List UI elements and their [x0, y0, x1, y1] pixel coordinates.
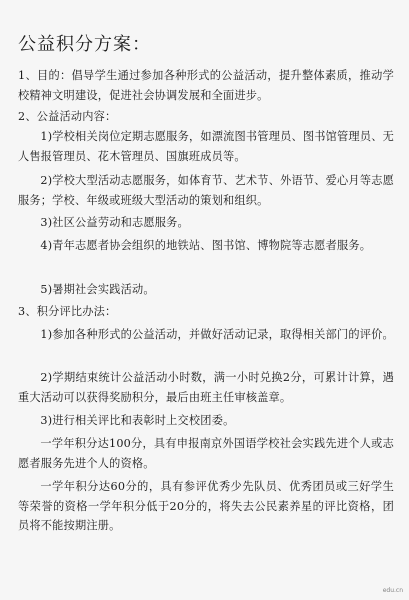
- paragraph-content-heading: 2、公益活动内容：: [18, 110, 117, 123]
- paragraph-item-5: 5)暑期社会实践活动。: [40, 283, 155, 296]
- paragraph-scoring-3: 3)进行相关评比和表彰时上交校团委。: [40, 414, 235, 427]
- paragraph-scoring-heading: 3、积分评比办法：: [18, 305, 117, 318]
- paragraph-item-3: 3)社区公益劳动和志愿服务。: [40, 216, 189, 229]
- document-title: 公益积分方案：: [18, 34, 151, 55]
- paragraph-scoring-2: 2)学期结束统计公益活动小时数，满一小时兑换2分，可累计计算，遇重大活动可以获得奖励积分，最后由班主任审核盖章。: [18, 371, 394, 404]
- paragraph-item-1: 1)学校相关岗位定期志愿服务，如漂流图书管理员、图书馆管理员、无人售报管理员、花木管理员、国旗班成员等。: [18, 130, 394, 163]
- paragraph-item-2: 2)学校大型活动志愿服务，如体育节、艺术节、外语节、爱心月等志愿服务；学校、年级或班级大型活动的策划和组织。: [18, 174, 394, 207]
- paragraph-100-points: 一学年积分达100分，具有申报南京外国语学校社会实践先进个人或志愿者服务先进个人的资格。: [18, 437, 394, 470]
- paragraph-purpose: 1、目的：倡导学生通过参加各种形式的公益活动，提升整体素质，推动学校精神文明建设，促进社会协调发展和全面进步。: [18, 69, 394, 102]
- paragraph-60-points: 一学年积分达60分的，具有参评优秀少先队员、优秀团员或三好学生等荣誉的资格一学年积分低于20分的，将失去公民素养星的评比资格，团员将不能按期注册。: [18, 480, 394, 532]
- paragraph-item-4: 4)青年志愿者协会组织的地铁站、图书馆、博物院等志愿者服务。: [40, 239, 372, 252]
- corner-watermark: edu.cn: [382, 587, 403, 594]
- paragraph-scoring-1: 1)参加各种形式的公益活动，并做好活动记录，取得相关部门的评价。: [40, 328, 394, 341]
